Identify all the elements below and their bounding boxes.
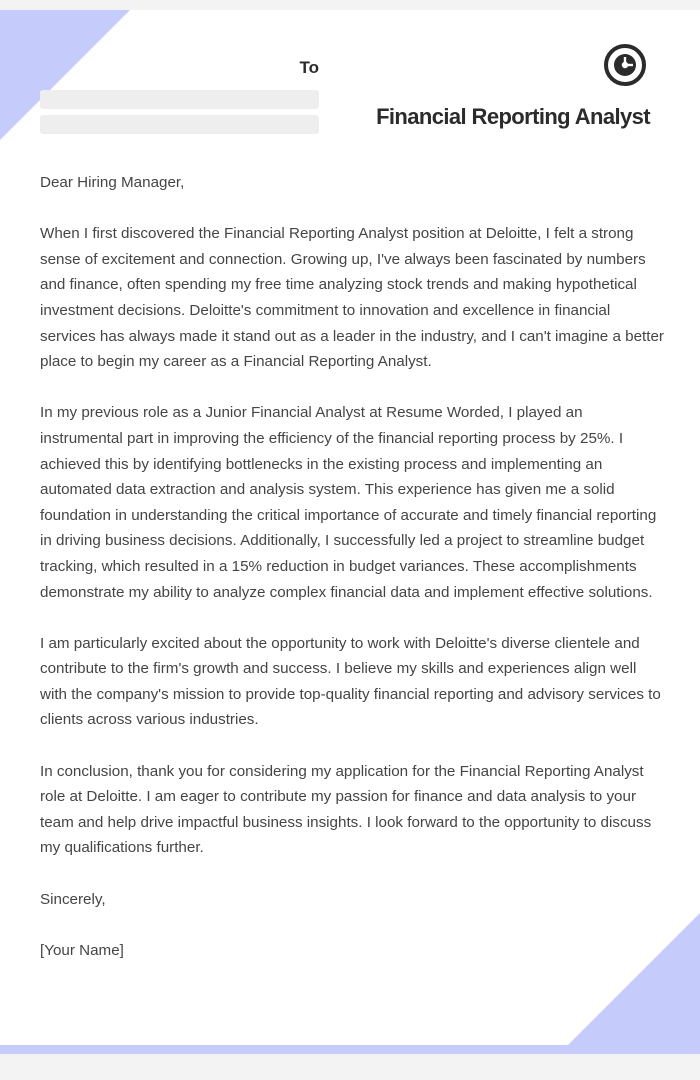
recipient-placeholder-line [40,90,319,109]
closing: Sincerely, [40,890,106,908]
to-label: To [299,58,319,77]
letter-page [0,10,700,1045]
signature: [Your Name] [40,941,124,959]
letter-body [40,170,665,989]
bottom-accent-bar [0,1045,700,1054]
recipient-placeholder-line [40,115,319,134]
paragraph: In my previous role as a Junior Financial Analyst at Resume Worded, I played an instrumental part in improving the efficiency of the financial reporting process by 25%. I achieved this by identifying bottlenecks in the existing process and implementing an automated data extraction and analysis system. This experience has given me a solid foundation in understanding the critical importance of accurate and timely financial reporting in driving business decisions. Additionally, I successfully led a project to streamline budget tracking, which resulted in a 15% reduction in budget variances. These accomplishments demonstrate my ability to analyze complex financial data and implement effective solutions. [40,404,657,601]
paragraph: I am particularly excited about the opportunity to work with Deloitte's diverse clientele and contribute to the firm's growth and success. I believe my skills and experiences align well with the company's mission to provide top-quality financial reporting and advisory services to clients across various industries. [40,634,661,729]
paragraph: When I first discovered the Financial Reporting Analyst position at Deloitte, I felt a strong sense of excitement and connection. Growing up, I've always been fascinated by numbers and finance, often spending my free time analyzing stock trends and making hypothetical investment decisions. Deloitte's commitment to innovation and excellence in financial services has always made it stand out as a leader in the industry, and I can't imagine a better place to begin my career as a Financial Reporting Analyst. [40,225,664,371]
paragraph: In conclusion, thank you for considering my application for the Financial Reporting Analyst role at Deloitte. I am eager to contribute my passion for finance and data analysis to your team and help drive impactful business insights. I look forward to the opportunity to discuss my qualifications further. [40,762,652,857]
greeting: Dear Hiring Manager, [40,174,185,191]
target-icon [604,44,646,86]
job-title: Financial Reporting Analyst [376,104,650,129]
